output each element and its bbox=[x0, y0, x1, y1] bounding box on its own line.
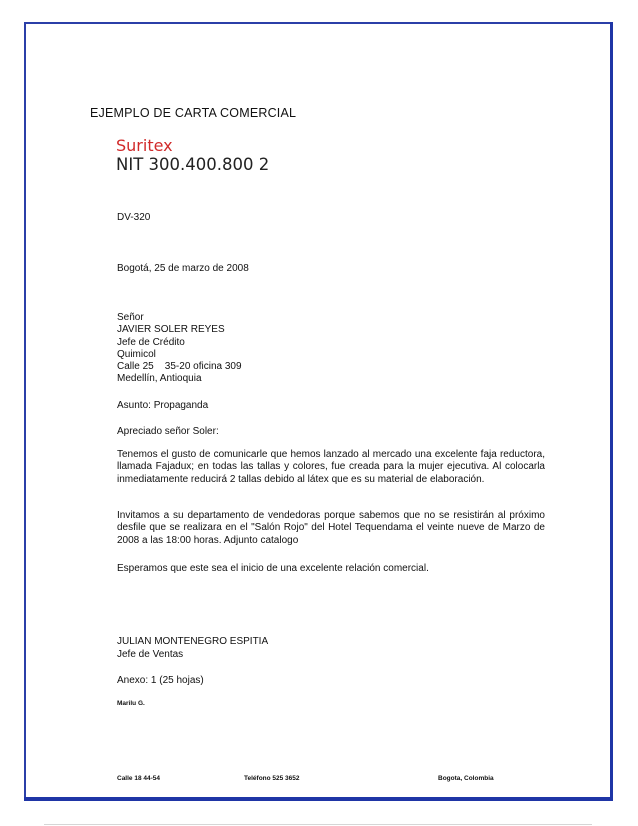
letter-greeting: Apreciado señor Soler: bbox=[117, 426, 219, 437]
body-paragraph: Tenemos el gusto de comunicarle que hemos lanzado al mercado una excelente faja reductora, llamada Fajadux; en todas las tallas y colores, fue creada para la mujer ejecutiva. Al colocarla inmediatamente reducirá 2 tallas debido al látex que es su material de elaboración. bbox=[117, 449, 545, 485]
typist-initials: Marilu G. bbox=[117, 700, 145, 707]
page-divider bbox=[44, 824, 592, 825]
letter-date: Bogotá, 25 de marzo de 2008 bbox=[117, 263, 249, 274]
page-border bbox=[24, 22, 612, 800]
letter-subject: Asunto: Propaganda bbox=[117, 400, 209, 411]
body-paragraph: Esperamos que este sea el inicio de una excelente relación comercial. bbox=[117, 563, 429, 574]
document-heading: EJEMPLO DE CARTA COMERCIAL bbox=[90, 106, 297, 120]
recipient-position: Jefe de Crédito bbox=[117, 336, 185, 348]
recipient-address: Calle 25 35-20 oficina 309 bbox=[117, 361, 242, 373]
recipient-salutation: Señor bbox=[117, 312, 144, 323]
signature-title: Jefe de Ventas bbox=[117, 649, 184, 660]
recipient-city: Medellín, Antioquia bbox=[117, 373, 202, 385]
page-border-shadow-bottom bbox=[24, 797, 612, 801]
reference-code: DV-320 bbox=[117, 212, 151, 223]
body-paragraph: Invitamos a su departamento de vendedoras porque sabemos que no se resistirán al próximo desfile que se realizara en el "Salón Rojo" del Hotel Tequendama el veinte nueve de Marzo de 2008 a las 18:00 horas. Adjunto catalogo bbox=[117, 510, 545, 546]
page-border-shadow-right bbox=[610, 22, 613, 801]
footer-city: Bogota, Colombia bbox=[438, 775, 494, 782]
signature-name: JULIAN MONTENEGRO ESPITIA bbox=[117, 636, 269, 647]
annex-note: Anexo: 1 (25 hojas) bbox=[117, 675, 204, 686]
footer-address: Calle 18 44-54 bbox=[117, 775, 161, 782]
company-nit: NIT 300.400.800 2 bbox=[116, 155, 270, 174]
recipient-name: JAVIER SOLER REYES bbox=[117, 324, 225, 336]
company-name: Suritex bbox=[116, 136, 173, 155]
recipient-block bbox=[117, 312, 242, 386]
footer-phone: Teléfono 525 3652 bbox=[244, 775, 300, 782]
recipient-company: Quimicol bbox=[117, 348, 156, 360]
